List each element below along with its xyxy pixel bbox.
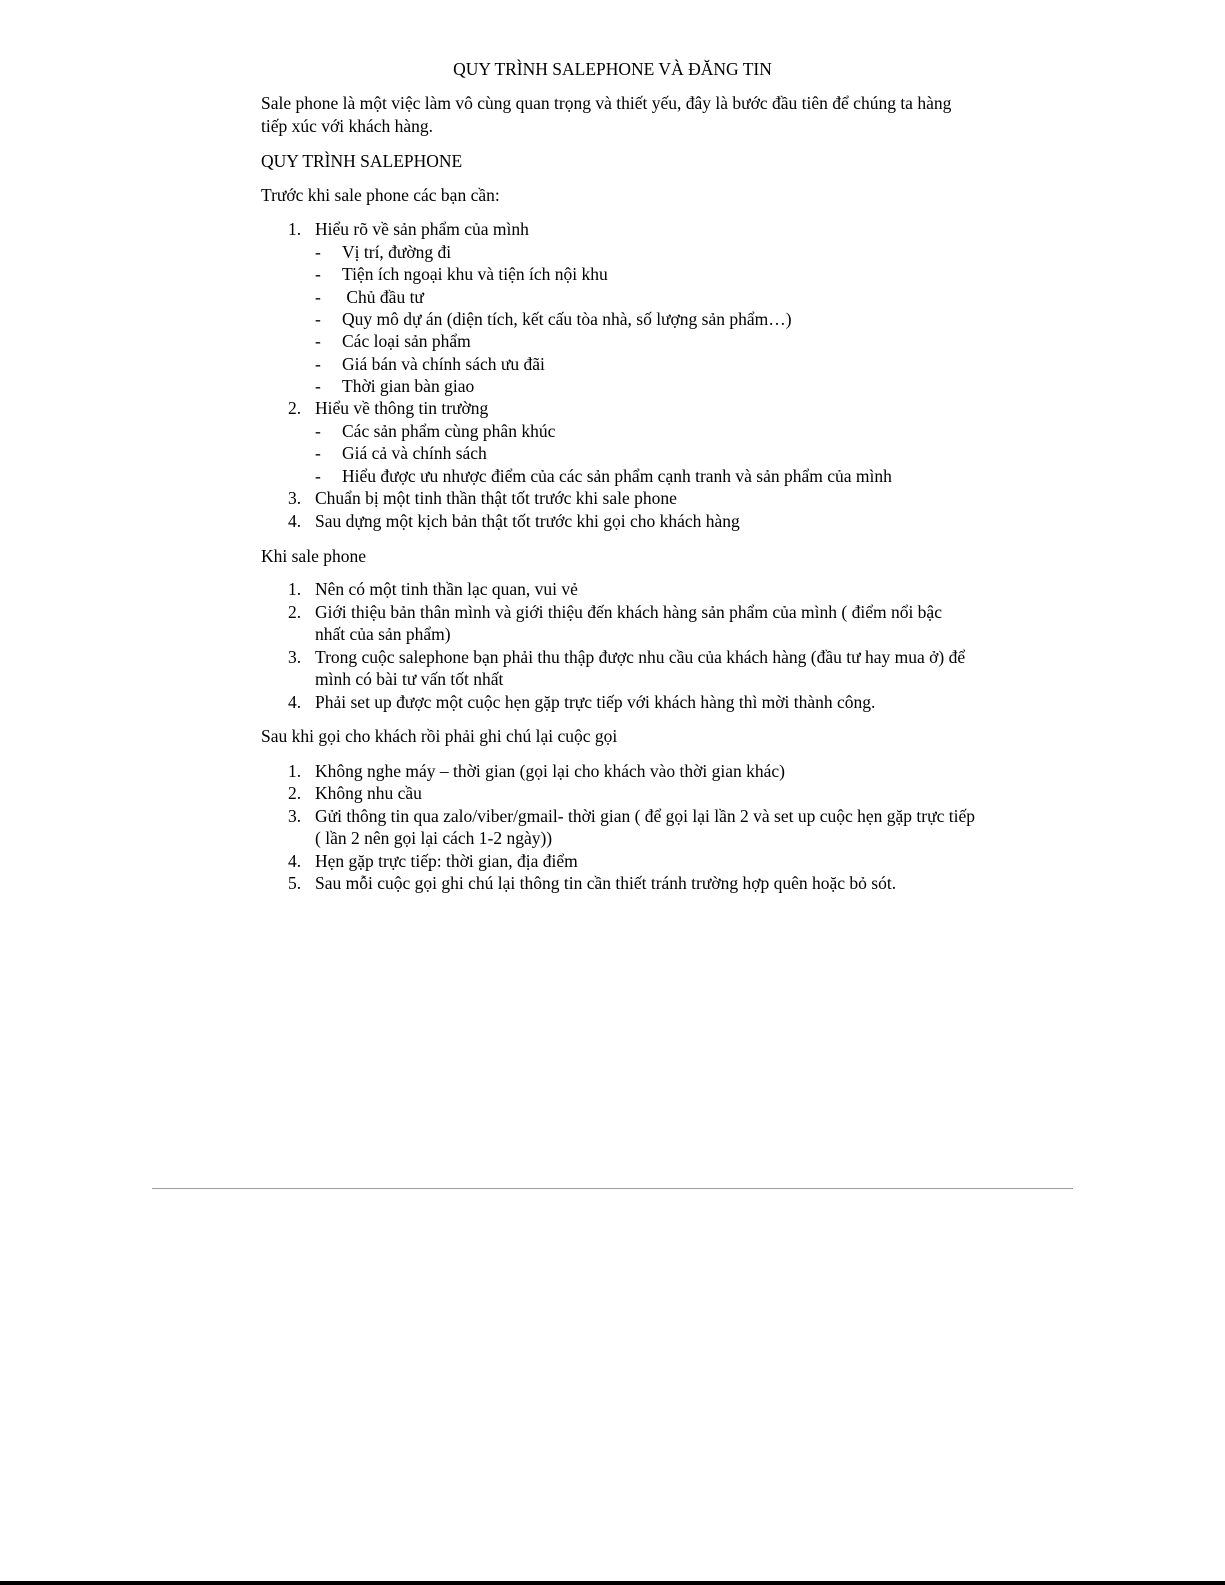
bottom-border	[0, 1581, 1225, 1585]
dash-marker: -	[315, 309, 321, 329]
page-divider	[152, 1188, 1073, 1189]
market-sub-item: Hiểu được ưu nhược điểm của các sản phẩm cạnh tranh và sản phẩm của mình	[342, 466, 892, 486]
dash-marker: -	[315, 331, 321, 351]
during-item-4-number: 4.	[288, 692, 302, 712]
before-item-3: Chuẩn bị một tinh thần thật tốt trước khi sale phone	[315, 488, 677, 508]
dash-marker: -	[315, 376, 321, 396]
during-item-3-number: 3.	[288, 647, 302, 667]
after-item-5-number: 5.	[288, 873, 302, 893]
dash-marker: -	[315, 443, 321, 463]
product-sub-item: Quy mô dự án (diện tích, kết cấu tòa nhà, số lượng sản phẩm…)	[342, 309, 792, 329]
product-sub-item: Thời gian bàn giao	[342, 376, 475, 396]
document-title: QUY TRÌNH SALEPHONE VÀ ĐĂNG TIN	[453, 59, 772, 79]
intro-paragraph: Sale phone là một việc làm vô cùng quan trọng và thiết yếu, đây là bước đầu tiên để chúng ta hàng tiếp xúc với khách hàng.	[261, 93, 952, 136]
product-sub-item: Tiện ích ngoại khu và tiện ích nội khu	[342, 264, 608, 284]
during-item-2: Giới thiệu bản thân mình và giới thiệu đến khách hàng sản phẩm của mình ( điểm nổi bậc nhất của sản phẩm)	[315, 602, 942, 644]
product-sub-item: Chủ đầu tư	[342, 287, 424, 307]
before-item-3-number: 3.	[288, 488, 302, 508]
after-item-4-number: 4.	[288, 851, 302, 871]
after-item-1-number: 1.	[288, 761, 302, 781]
after-item-5: Sau mỗi cuộc gọi ghi chú lại thông tin cần thiết tránh trường hợp quên hoặc bỏ sót.	[315, 873, 897, 893]
before-item-2-number: 2.	[288, 398, 302, 418]
during-heading: Khi sale phone	[261, 546, 366, 566]
after-item-3: Gửi thông tin qua zalo/viber/gmail- thời gian ( để gọi lại lần 2 và set up cuộc hẹn gặp trực tiếp ( lần 2 nên gọi lại cách 1-2 ngày))	[315, 806, 975, 848]
before-item-4: Sau dựng một kịch bản thật tốt trước khi gọi cho khách hàng	[315, 511, 740, 531]
after-item-2-number: 2.	[288, 783, 302, 803]
product-sub-item: Các loại sản phẩm	[342, 331, 471, 351]
after-item-1: Không nghe máy – thời gian (gọi lại cho khách vào thời gian khác)	[315, 761, 785, 781]
dash-marker: -	[315, 242, 321, 262]
section-heading: QUY TRÌNH SALEPHONE	[261, 151, 463, 171]
dash-marker: -	[315, 287, 321, 307]
after-heading: Sau khi gọi cho khách rồi phải ghi chú lại cuộc gọi	[261, 726, 618, 746]
during-item-3: Trong cuộc salephone bạn phải thu thập được nhu cầu của khách hàng (đầu tư hay mua ở) để mình có bài tư vấn tốt nhất	[315, 647, 966, 689]
during-item-1-number: 1.	[288, 579, 302, 599]
market-sub-item: Các sản phẩm cùng phân khúc	[342, 421, 556, 441]
dash-marker: -	[315, 466, 321, 486]
before-item-2: Hiểu về thông tin trường	[315, 398, 489, 418]
after-item-3-number: 3.	[288, 806, 302, 826]
dash-marker: -	[315, 354, 321, 374]
market-sub-item: Giá cả và chính sách	[342, 443, 487, 463]
during-item-4: Phải set up được một cuộc hẹn gặp trực tiếp với khách hàng thì mời thành công.	[315, 692, 876, 712]
before-item-4-number: 4.	[288, 511, 302, 531]
dash-marker: -	[315, 264, 321, 284]
dash-marker: -	[315, 421, 321, 441]
after-item-4: Hẹn gặp trực tiếp: thời gian, địa điểm	[315, 851, 578, 871]
during-item-1: Nên có một tinh thần lạc quan, vui vẻ	[315, 579, 578, 599]
during-item-2-number: 2.	[288, 602, 302, 622]
before-heading: Trước khi sale phone các bạn cần:	[261, 185, 500, 205]
after-item-2: Không nhu cầu	[315, 783, 422, 803]
product-sub-item: Vị trí, đường đi	[342, 242, 452, 262]
product-sub-item: Giá bán và chính sách ưu đãi	[342, 354, 545, 374]
before-item-1-number: 1.	[288, 219, 302, 239]
before-item-1: Hiểu rõ về sản phẩm của mình	[315, 219, 529, 239]
